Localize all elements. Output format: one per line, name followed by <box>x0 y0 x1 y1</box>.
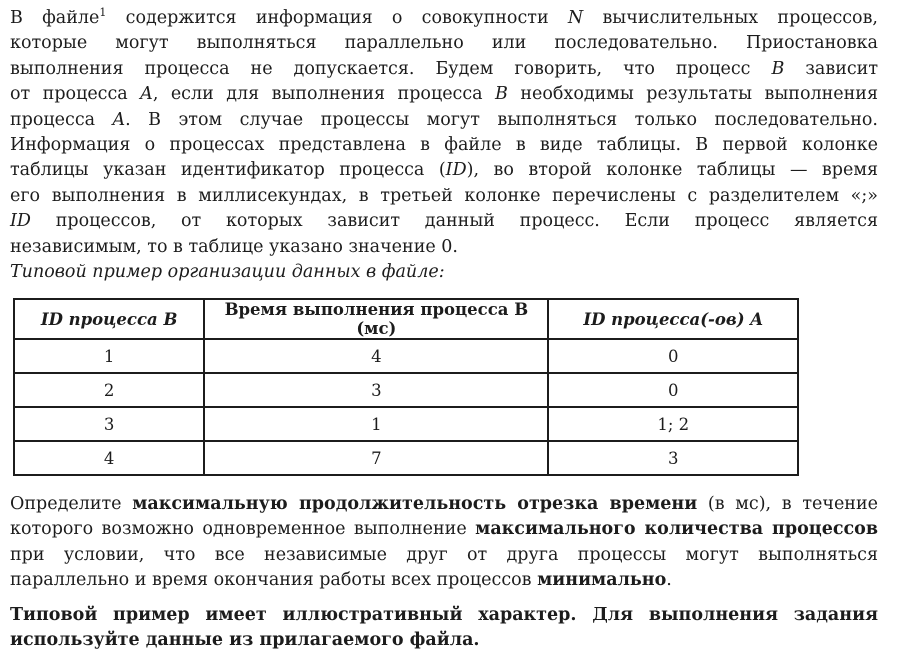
text-fragment: содержится информация о совокупности <box>106 8 568 28</box>
table-caption: Типовой пример организации данных в файле: <box>10 262 445 283</box>
cell-dependency-ids: 0 <box>548 373 798 407</box>
variable-a: A <box>112 109 126 130</box>
text-line: Типовой пример имеет иллюстративный характер. Для выполнения задания <box>10 605 878 625</box>
text-fragment: . <box>666 570 672 591</box>
header-dependency-ids: ID процесса(-ов) A <box>548 299 798 339</box>
cell-process-id: 4 <box>14 441 204 475</box>
footnote-mark: 1 <box>99 6 107 19</box>
text-line <box>10 158 878 183</box>
text-fragment: зависит <box>784 58 878 79</box>
text-line <box>10 108 878 133</box>
variable-b: B <box>495 84 508 105</box>
text-line <box>10 6 878 31</box>
variable-id: ID <box>10 211 31 232</box>
text-line <box>10 492 878 517</box>
cell-process-id: 1 <box>14 339 204 373</box>
task-description <box>10 6 878 260</box>
table-row <box>14 339 798 373</box>
text-line <box>10 209 878 234</box>
text-fragment: вычислительных процессов, <box>583 8 878 28</box>
text-fragment: , если для выполнения процесса <box>152 84 496 105</box>
emphasis: минимально <box>537 570 667 591</box>
header-execution-time: Время выполнения процесса B (мс) <box>204 299 548 339</box>
text-fragment: таблицы указан идентификатор процесса ( <box>10 160 446 181</box>
variable-b: B <box>771 58 785 79</box>
header-process-id: ID процесса B <box>14 299 204 339</box>
variable-a: A <box>140 84 153 105</box>
text-fragment: процессов, от которых зависит данный процесс. Если процесс является <box>30 211 878 232</box>
text-fragment: которого возможно одновременное выполнение <box>10 519 476 540</box>
text-fragment: от процесса <box>10 84 141 105</box>
text-line <box>10 57 878 82</box>
cell-execution-time: 4 <box>204 339 548 373</box>
text-line: которые могут выполняться параллельно или последовательно. Приостановка <box>10 33 878 54</box>
text-line: независимым, то в таблице указано значение 0. <box>10 236 458 257</box>
table-row <box>14 441 798 475</box>
text-fragment: необходимы результаты выполнения <box>507 84 879 105</box>
cell-execution-time: 7 <box>204 441 548 475</box>
cell-dependency-ids: 3 <box>548 441 798 475</box>
process-table <box>13 298 799 476</box>
variable-n: N <box>567 8 584 28</box>
variable-id: ID <box>445 160 467 181</box>
text-line <box>10 517 878 542</box>
emphasis: максимальную продолжительность отрезка времени <box>132 494 698 514</box>
text-line: Информация о процессах представлена в файле в виде таблицы. В первой колонке <box>10 135 878 156</box>
text-fragment: процесса <box>10 109 113 130</box>
text-fragment: (в мс), в течение <box>697 494 878 514</box>
task-question <box>10 492 878 594</box>
table-row <box>14 407 798 441</box>
cell-execution-time: 3 <box>204 373 548 407</box>
text-line <box>10 82 878 107</box>
cell-dependency-ids: 1; 2 <box>548 407 798 441</box>
text-fragment: Определите <box>10 494 133 514</box>
emphasis: максимального количества процессов <box>475 519 878 540</box>
table-header-row <box>14 299 798 339</box>
cell-process-id: 3 <box>14 407 204 441</box>
task-document <box>10 6 879 651</box>
cell-dependency-ids: 0 <box>548 339 798 373</box>
cell-execution-time: 1 <box>204 407 548 441</box>
text-fragment: В файле <box>10 8 100 28</box>
text-fragment: ), во второй колонке таблицы — время <box>466 160 878 181</box>
text-fragment: параллельно и время окончания работы всех процессов <box>10 570 538 591</box>
text-line <box>10 568 878 593</box>
text-line: используйте данные из прилагаемого файла. <box>10 630 480 651</box>
text-fragment: . В этом случае процессы могут выполняться только последовательно. <box>125 109 878 130</box>
cell-process-id: 2 <box>14 373 204 407</box>
task-note <box>10 603 878 654</box>
text-line: его выполнения в миллисекундах, в третьей колонке перечислены с разделителем «;» <box>10 185 878 206</box>
text-line: при условии, что все независимые друг от друга процессы могут выполняться <box>10 544 878 565</box>
text-fragment: выполнения процесса не допускается. Будем говорить, что процесс <box>10 58 772 79</box>
table-row <box>14 373 798 407</box>
